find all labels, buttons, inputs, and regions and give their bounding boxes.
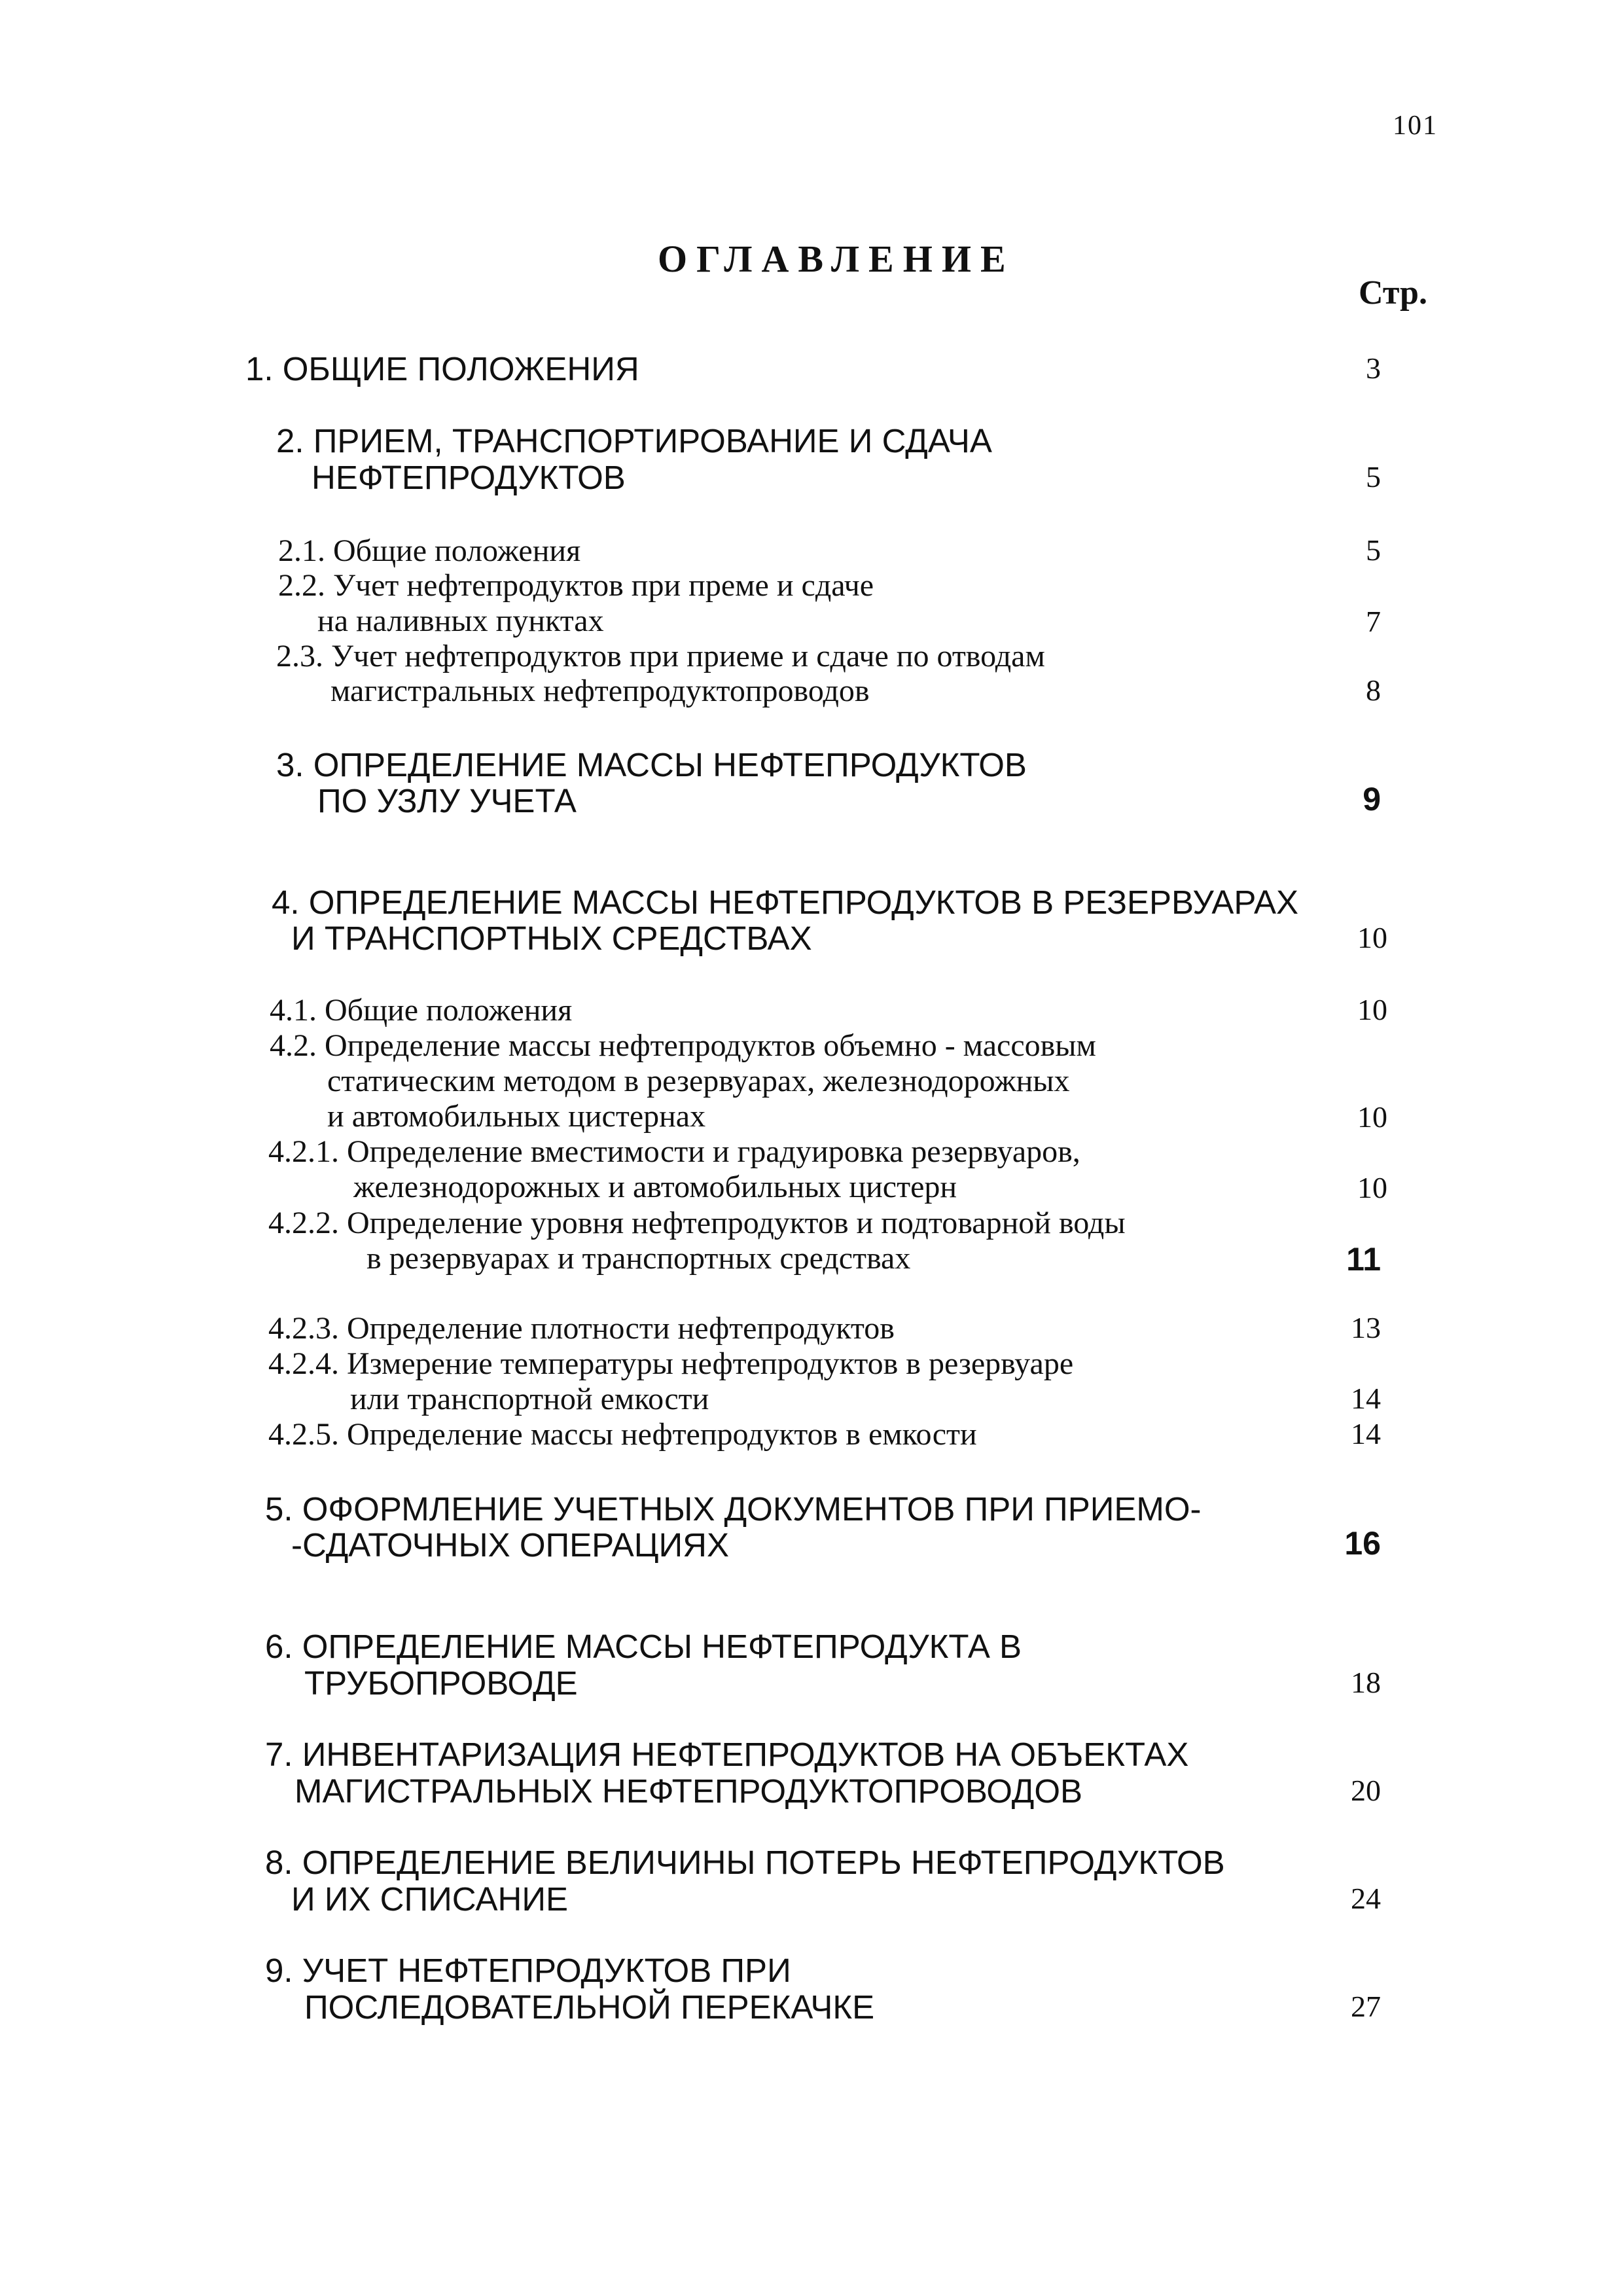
toc-entry-2-3-line-2: магистральных нефтепродуктопроводов [330, 673, 870, 708]
toc-entry-2-3-page: 8 [1366, 673, 1381, 707]
toc-entry-7-page: 20 [1351, 1774, 1381, 1807]
toc-entry-3-line-2: ПО УЗЛУ УЧЕТА [317, 782, 577, 819]
toc-entry-4-2-3-line-1: 4.2.3. Определение плотности нефтепродуктов [268, 1311, 895, 1346]
toc-entry-4-2-1-page: 10 [1357, 1171, 1387, 1204]
toc-entry-2-line-1: 2. ПРИЕМ, ТРАНСПОРТИРОВАНИЕ И СДАЧА [276, 422, 992, 459]
toc-entry-4-2-4-page: 14 [1351, 1382, 1381, 1415]
toc-entry-4-2-5-page: 14 [1351, 1417, 1381, 1450]
toc-entry-4-2-line-2: статическим методом в резервуарах, железнодорожных [327, 1064, 1070, 1098]
toc-entry-6-line-2: ТРУБОПРОВОДЕ [304, 1664, 578, 1702]
toc-entry-4-2-5-line-1: 4.2.5. Определение массы нефтепродуктов в емкости [268, 1417, 977, 1452]
toc-entry-4-2-3-page: 13 [1351, 1311, 1381, 1344]
toc-entry-2-2-page: 7 [1366, 605, 1381, 638]
toc-entry-2-2-line-2: на наливных пунктах [317, 603, 604, 638]
toc-entry-2-2-line-1: 2.2. Учет нефтепродуктов при преме и сдаче [278, 568, 874, 603]
toc-entry-4-page: 10 [1357, 921, 1387, 954]
toc-entry-2-line-2: НЕФТЕПРОДУКТОВ [312, 459, 626, 496]
toc-entry-2-3-line-1: 2.3. Учет нефтепродуктов при приеме и сдаче по отводам [276, 639, 1045, 673]
toc-entry-8-line-1: 8. ОПРЕДЕЛЕНИЕ ВЕЛИЧИНЫ ПОТЕРЬ НЕФТЕПРОДУКТОВ [265, 1844, 1225, 1881]
toc-entry-9-line-2: ПОСЛЕДОВАТЕЛЬНОЙ ПЕРЕКАЧКЕ [304, 1988, 875, 2026]
toc-entry-8-line-2: И ИХ СПИСАНИЕ [291, 1880, 569, 1918]
toc-entry-4-2-1-line-2: железнодорожных и автомобильных цистерн [353, 1170, 957, 1204]
toc-entry-2-1-line-1: 2.1. Общие положения [278, 533, 581, 568]
toc-entry-1-page: 3 [1366, 351, 1381, 385]
toc-entry-4-2-2-line-1: 4.2.2. Определение уровня нефтепродуктов и подтоварной воды [268, 1206, 1126, 1240]
page-title: ОГЛАВЛЕНИЕ [658, 238, 1015, 280]
toc-entry-4-2-2-page: 11 [1346, 1241, 1381, 1278]
toc-entry-3-page: 9 [1363, 781, 1381, 817]
toc-entry-6-page: 18 [1351, 1666, 1381, 1699]
toc-entry-4-2-4-line-2: или транспортной емкости [350, 1382, 709, 1416]
toc-entry-4-line-1: 4. ОПРЕДЕЛЕНИЕ МАССЫ НЕФТЕПРОДУКТОВ В РЕЗЕРВУАРАХ [272, 884, 1298, 921]
toc-entry-4-2-1-line-1: 4.2.1. Определение вместимости и градуировка резервуаров, [268, 1134, 1080, 1169]
toc-entry-5-line-1: 5. ОФОРМЛЕНИЕ УЧЕТНЫХ ДОКУМЕНТОВ ПРИ ПРИЕМО- [265, 1490, 1202, 1528]
toc-entry-5-page: 16 [1344, 1525, 1381, 1562]
toc-entry-4-2-page: 10 [1357, 1100, 1387, 1134]
toc-entry-4-1-page: 10 [1357, 993, 1387, 1026]
toc-entry-2-page: 5 [1366, 460, 1381, 493]
toc-entry-9-page: 27 [1351, 1990, 1381, 2023]
toc-entry-4-2-2-line-2: в резервуарах и транспортных средствах [366, 1241, 911, 1276]
toc-entry-1-line-1: 1. ОБЩИЕ ПОЛОЖЕНИЯ [245, 350, 639, 387]
toc-entry-2-1-page: 5 [1366, 533, 1381, 567]
toc-entry-7-line-1: 7. ИНВЕНТАРИЗАЦИЯ НЕФТЕПРОДУКТОВ НА ОБЪЕКТАХ [265, 1736, 1189, 1773]
page-column-label: Стр. [1359, 274, 1427, 312]
toc-entry-9-line-1: 9. УЧЕТ НЕФТЕПРОДУКТОВ ПРИ [265, 1952, 791, 1989]
toc-entry-7-line-2: МАГИСТРАЛЬНЫХ НЕФТЕПРОДУКТОПРОВОДОВ [294, 1772, 1083, 1810]
toc-entry-6-line-1: 6. ОПРЕДЕЛЕНИЕ МАССЫ НЕФТЕПРОДУКТА В [265, 1628, 1022, 1665]
toc-entry-5-line-2: -СДАТОЧНЫХ ОПЕРАЦИЯХ [291, 1526, 730, 1564]
toc-entry-3-line-1: 3. ОПРЕДЕЛЕНИЕ МАССЫ НЕФТЕПРОДУКТОВ [276, 746, 1027, 783]
toc-entry-8-page: 24 [1351, 1882, 1381, 1915]
toc-entry-4-line-2: И ТРАНСПОРТНЫХ СРЕДСТВАХ [291, 920, 812, 957]
toc-entry-4-1-line-1: 4.1. Общие положения [270, 993, 573, 1028]
toc-entry-4-2-line-3: и автомобильных цистернах [327, 1099, 706, 1134]
toc-entry-4-2-line-1: 4.2. Определение массы нефтепродуктов объемно - массовым [270, 1028, 1096, 1063]
page-number: 101 [1393, 111, 1438, 141]
toc-entry-4-2-4-line-1: 4.2.4. Измерение температуры нефтепродуктов в резервуаре [268, 1346, 1074, 1381]
